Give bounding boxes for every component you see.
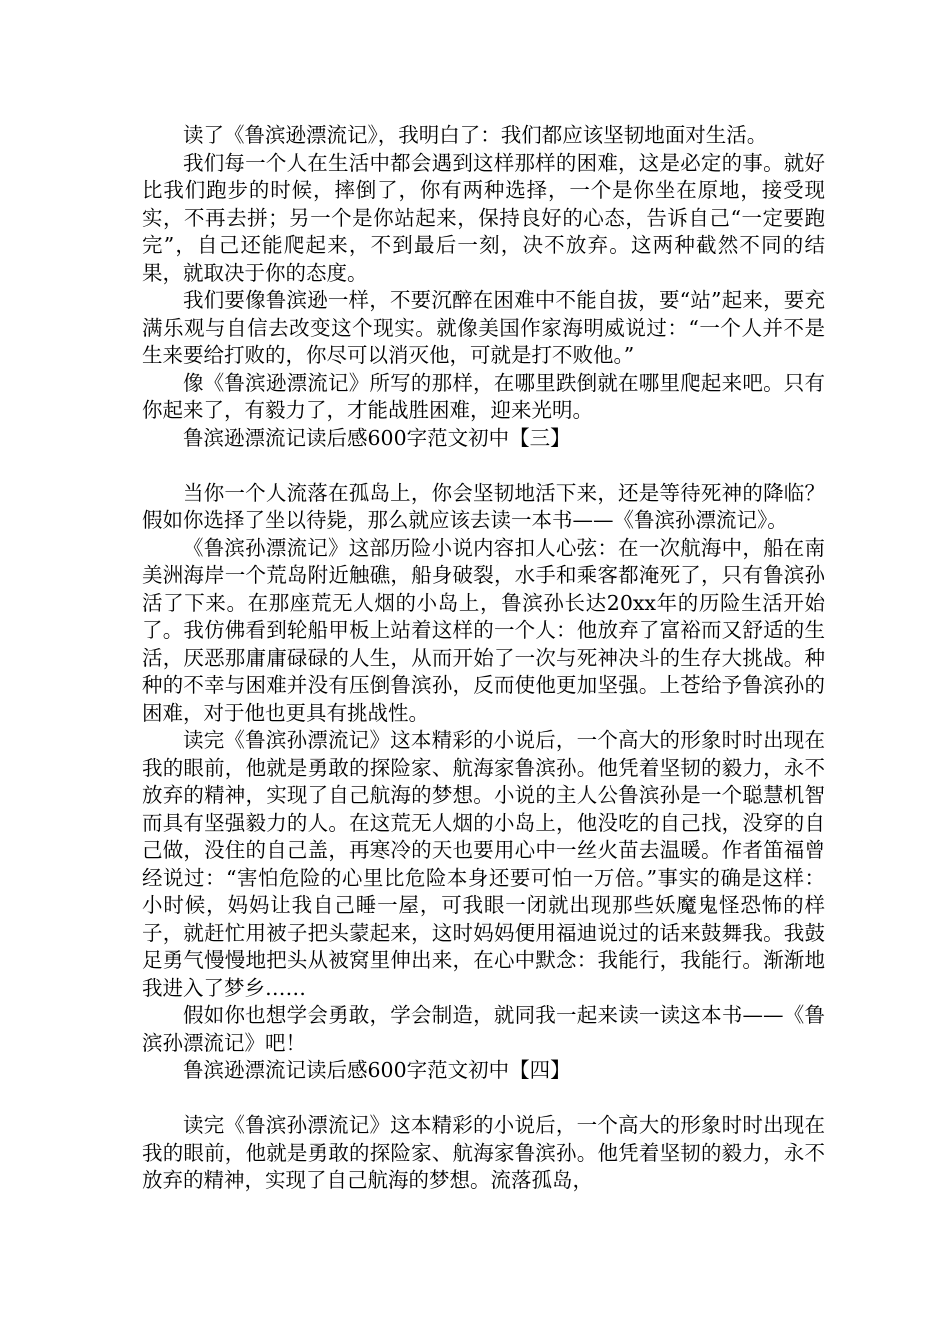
- paragraph: 读完《鲁滨孙漂流记》这本精彩的小说后，一个高大的形象时时出现在我的眼前，他就是勇敢的探险家、航海家鲁滨孙。他凭着坚韧的毅力，永不放弃的精神，实现了自己航海的梦想。小说的主人公鲁滨孙是一个聪慧机智而具有坚强毅力的人。在这荒无人烟的小岛上，他没吃的自己找，没穿的自己做，没住的自己盖，再寒冷的天也要用心中一丝火苗去温暖。作者笛福曾经说过：“害怕危险的心里比危险本身还要可怕一万倍。”事实的确是这样：小时候，妈妈让我自己睡一屋，可我眼一闭就出现那些妖魔鬼怪恐怖的样子，就赶忙用被子把头蒙起来，这时妈妈便用福迪说过的话来鼓舞我。我鼓足勇气慢慢地把头从被窝里伸出来，在心中默念：我能行，我能行。渐渐地我进入了梦乡……: [142, 728, 825, 1000]
- section-heading: 鲁滨逊漂流记读后感600字范文初中【四】: [183, 1058, 571, 1082]
- paragraph: 假如你也想学会勇敢，学会制造，就同我一起来读一读这本书——《鲁滨孙漂流记》吧！: [142, 1003, 825, 1055]
- blank-line: [142, 452, 825, 480]
- paragraph: 我们每一个人在生活中都会遇到这样那样的困难，这是必定的事。就好比我们跑步的时候，摔倒了，你有两种选择，一个是你坐在原地，接受现实，不再去拼；另一个是你站起来，保持良好的心态，告诉自己“一定要跑完”，自己还能爬起来，不到最后一刻，决不放弃。这两种截然不同的结果，就取决于你的态度。: [142, 150, 825, 285]
- paragraph: 当你一个人流落在孤岛上，你会坚韧地活下来，还是等待死神的降临？假如你选择了坐以待毙，那么就应该去读一本书——《鲁滨孙漂流记》。: [142, 480, 825, 532]
- paragraph: 读了《鲁滨逊漂流记》，我明白了：我们都应该坚韧地面对生活。: [183, 123, 768, 147]
- document-page: [142, 122, 825, 1195]
- paragraph: 读完《鲁滨孙漂流记》这本精彩的小说后，一个高大的形象时时出现在我的眼前，他就是勇敢的探险家、航海家鲁滨孙。他凭着坚韧的毅力，永不放弃的精神，实现了自己航海的梦想。流落孤岛，: [142, 1113, 825, 1192]
- paragraph: 我们要像鲁滨逊一样，不要沉醉在困难中不能自拔，要“站”起来，要充满乐观与自信去改变这个现实。就像美国作家海明威说过：“一个人并不是生来要给打败的，你尽可以消灭他，可就是打不败他。”: [142, 288, 825, 367]
- paragraph: 像《鲁滨逊漂流记》所写的那样，在哪里跌倒就在哪里爬起来吧。只有你起来了，有毅力了，才能战胜困难，迎来光明。: [142, 370, 825, 422]
- paragraph: 《鲁滨孙漂流记》这部历险小说内容扣人心弦：在一次航海中，船在南美洲海岸一个荒岛附近触礁，船身破裂，水手和乘客都淹死了，只有鲁滨孙活了下来。在那座荒无人烟的小岛上，鲁滨孙长达20xx年的历险生活开始了。我仿佛看到轮船甲板上站着这样的一个人：他放弃了富裕而又舒适的生活，厌恶那庸庸碌碌的人生，从而开始了一次与死神决斗的生存大挑战。种种的不幸与困难并没有压倒鲁滨孙，反而使他更加坚强。上苍给予鲁滨孙的困难，对于他也更具有挑战性。: [142, 535, 825, 725]
- section-heading: 鲁滨逊漂流记读后感600字范文初中【三】: [183, 425, 571, 450]
- blank-line: [142, 1085, 825, 1113]
